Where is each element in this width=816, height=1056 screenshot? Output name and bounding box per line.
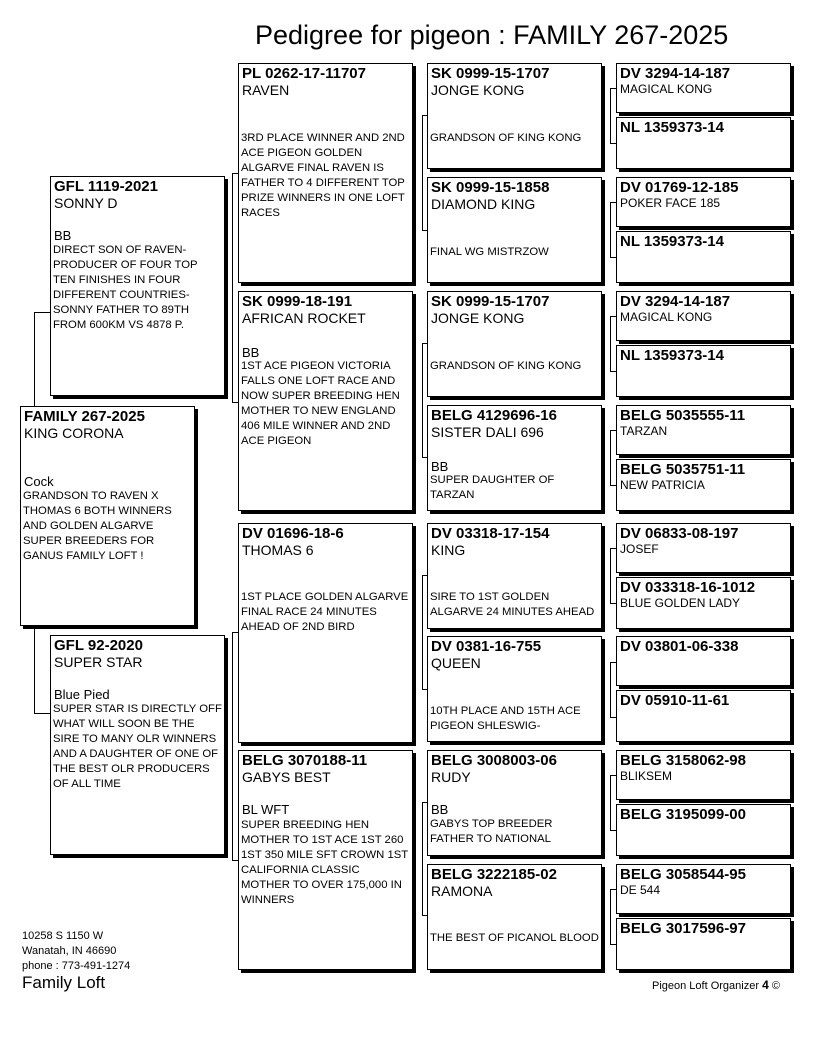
pigeon-name: JONGE KONG bbox=[431, 82, 525, 98]
pigeon-card-gen3 bbox=[427, 291, 602, 397]
ring-number: BELG 3017596-97 bbox=[620, 920, 746, 937]
ring-number: BELG 3070188-11 bbox=[242, 752, 368, 769]
pigeon-name: JOSEF bbox=[620, 542, 659, 556]
pigeon-card-gen4 bbox=[616, 523, 791, 573]
ring-number: SK 0999-18-191 bbox=[242, 293, 353, 310]
ring-number: DV 03801-06-338 bbox=[620, 638, 739, 655]
loft-name: Family Loft bbox=[22, 973, 106, 992]
ring-number: BELG 3222185-02 bbox=[431, 866, 557, 883]
ring-number: BELG 3195099-00 bbox=[620, 806, 746, 823]
ring-number: DV 3294-14-187 bbox=[620, 293, 731, 310]
ring-number: DV 0381-16-755 bbox=[431, 638, 542, 655]
ring-number: PL 0262-17-11707 bbox=[242, 65, 366, 82]
pigeon-card-gen3 bbox=[427, 523, 602, 629]
pigeon-description: SUPER STAR IS DIRECTLY OFF WHAT WILL SOON BE THE SIRE TO MANY OLR WINNERS AND A DAUGHTER OF ONE OF THE BEST OLR PRODUCERS OF ALL TIME bbox=[53, 703, 222, 790]
pigeon-card-gen3 bbox=[427, 405, 602, 511]
pigeon-card-gen3 bbox=[427, 63, 602, 169]
ring-number: NL 1359373-14 bbox=[620, 119, 724, 136]
pigeon-card-gen4 bbox=[616, 804, 791, 856]
pigeon-description: GABYS TOP BREEDER FATHER TO NATIONAL bbox=[430, 818, 553, 845]
pigeon-card-dam-sire bbox=[238, 523, 413, 743]
pigeon-card-gen4 bbox=[616, 345, 791, 397]
pigeon-name: POKER FACE 185 bbox=[620, 196, 721, 210]
pigeon-color: BB bbox=[242, 345, 260, 360]
pigeon-card-dam bbox=[50, 635, 225, 855]
software-version: 4 bbox=[762, 978, 769, 992]
pigeon-name: MAGICAL KONG bbox=[620, 82, 713, 96]
software-credit bbox=[652, 978, 780, 992]
pigeon-card-sire-dam bbox=[238, 291, 413, 511]
phone-number: phone : 773-491-1274 bbox=[22, 960, 131, 972]
pigeon-description: SUPER BREEDING HEN MOTHER TO 1ST ACE 1ST 260 1ST 350 MILE SFT CROWN 1ST CALIFORNIA CLASSIC MOTHER TO OVER 175,000 IN WINNERS bbox=[241, 819, 408, 906]
ring-number: DV 03318-17-154 bbox=[431, 525, 550, 542]
pigeon-name: SISTER DALI 696 bbox=[431, 424, 544, 440]
pigeon-name: THOMAS 6 bbox=[242, 542, 314, 558]
pigeon-card-gen4 bbox=[616, 291, 791, 341]
pigeon-description: THE BEST OF PICANOL BLOOD bbox=[430, 932, 599, 944]
pigeon-card-gen4 bbox=[616, 577, 791, 629]
ring-number: BELG 4129696-16 bbox=[431, 407, 557, 424]
pigeon-card-gen4 bbox=[616, 690, 791, 742]
ring-number: DV 01696-18-6 bbox=[242, 525, 344, 542]
pigeon-name: QUEEN bbox=[431, 655, 481, 671]
loft-address bbox=[22, 929, 130, 974]
address-line: 10258 S 1150 W bbox=[22, 930, 104, 942]
ring-number: DV 05910-11-61 bbox=[620, 692, 730, 709]
pigeon-description: FINAL WG MISTRZOW bbox=[430, 246, 549, 258]
ring-number: FAMILY 267-2025 bbox=[24, 408, 145, 425]
pigeon-color: Blue Pied bbox=[54, 687, 110, 702]
pigeon-name: DIAMOND KING bbox=[431, 196, 536, 212]
ring-number: BELG 3158062-98 bbox=[620, 752, 746, 769]
pigeon-description: GRANDSON TO RAVEN X THOMAS 6 BOTH WINNERS AND GOLDEN ALGARVE SUPER BREEDERS FOR GANUS FAMILY LOFT ! bbox=[23, 490, 172, 562]
ring-number: DV 3294-14-187 bbox=[620, 65, 731, 82]
pigeon-name: AFRICAN ROCKET bbox=[242, 310, 366, 326]
pigeon-color: BL WFT bbox=[242, 802, 290, 817]
pigeon-name: BLIKSEM bbox=[620, 769, 673, 783]
ring-number: GFL 1119-2021 bbox=[54, 178, 158, 195]
software-name: Pigeon Loft Organizer bbox=[652, 980, 760, 992]
ring-number: NL 1359373-14 bbox=[620, 233, 724, 250]
pigeon-description: GRANDSON OF KING KONG bbox=[430, 132, 582, 144]
pigeon-description: 1ST ACE PIGEON VICTORIA FALLS ONE LOFT RACE AND NOW SUPER BREEDING HEN MOTHER TO NEW ENGLAND 406 MILE WINNER AND 2ND ACE PIGEON bbox=[241, 360, 400, 447]
pigeon-card-gen4 bbox=[616, 117, 791, 169]
ring-number: SK 0999-15-1707 bbox=[431, 293, 550, 310]
pigeon-name: TARZAN bbox=[620, 424, 668, 438]
ring-number: DV 01769-12-185 bbox=[620, 179, 739, 196]
pigeon-card-gen3 bbox=[427, 864, 602, 970]
ring-number: GFL 92-2020 bbox=[54, 637, 143, 654]
ring-number: DV 06833-08-197 bbox=[620, 525, 739, 542]
pigeon-card-dam-dam bbox=[238, 750, 413, 970]
pigeon-description: GRANDSON OF KING KONG bbox=[430, 360, 582, 372]
pigeon-name: GABYS BEST bbox=[242, 769, 331, 785]
pigeon-description: SUPER DAUGHTER OF TARZAN bbox=[430, 474, 555, 501]
pigeon-card-sire bbox=[50, 176, 225, 396]
pigeon-card-gen3 bbox=[427, 636, 602, 742]
pigeon-description: 3RD PLACE WINNER AND 2ND ACE PIGEON GOLDEN ALGARVE FINAL RAVEN IS FATHER TO 4 DIFFERENT TOP PRIZE WINNERS IN ONE LOFT RACES bbox=[241, 132, 405, 219]
pigeon-color: BB bbox=[54, 228, 72, 243]
ring-number: NL 1359373-14 bbox=[620, 347, 724, 364]
ring-number: BELG 5035555-11 bbox=[620, 407, 746, 424]
pigeon-card-subject bbox=[20, 406, 195, 626]
pigeon-description: 10TH PLACE AND 15TH ACE PIGEON SHLESWIG- bbox=[430, 705, 581, 732]
pigeon-color: BB bbox=[431, 459, 449, 474]
pigeon-name: KING CORONA bbox=[24, 425, 124, 441]
pigeon-card-gen4 bbox=[616, 231, 791, 283]
pigeon-description: DIRECT SON OF RAVEN- PRODUCER OF FOUR TOP TEN FINISHES IN FOUR DIFFERENT COUNTRIES- SONNY FATHER TO 89TH FROM 600KM VS 4878 P. bbox=[53, 244, 198, 331]
pigeon-description: 1ST PLACE GOLDEN ALGARVE FINAL RACE 24 MINUTES AHEAD OF 2ND BIRD bbox=[241, 591, 409, 633]
pigeon-color: BB bbox=[431, 802, 449, 817]
ring-number: SK 0999-15-1858 bbox=[431, 179, 550, 196]
page-title: Pedigree for pigeon : FAMILY 267-2025 bbox=[255, 20, 729, 50]
pigeon-card-gen4 bbox=[616, 918, 791, 970]
pigeon-card-gen4 bbox=[616, 177, 791, 227]
ring-number: DV 033318-16-1012 bbox=[620, 579, 756, 596]
pigeon-card-gen4 bbox=[616, 63, 791, 113]
pigeon-card-gen3 bbox=[427, 750, 602, 856]
pigeon-name: MAGICAL KONG bbox=[620, 310, 713, 324]
pigeon-name: JONGE KONG bbox=[431, 310, 525, 326]
pigeon-name: DE 544 bbox=[620, 883, 661, 897]
pigeon-card-sire-sire bbox=[238, 63, 413, 283]
pigeon-card-gen3 bbox=[427, 177, 602, 283]
ring-number: BELG 5035751-11 bbox=[620, 461, 746, 478]
pigeon-card-gen4 bbox=[616, 864, 791, 914]
pigeon-color: Cock bbox=[24, 474, 54, 489]
copyright-symbol: © bbox=[771, 980, 780, 992]
pigeon-name: RAVEN bbox=[242, 82, 290, 98]
pigeon-card-gen4 bbox=[616, 459, 791, 511]
pigeon-name: SUPER STAR bbox=[54, 654, 143, 670]
ring-number: SK 0999-15-1707 bbox=[431, 65, 550, 82]
pigeon-name: KING bbox=[431, 542, 466, 558]
address-city: Wanatah, IN 46690 bbox=[22, 945, 117, 957]
pigeon-description: SIRE TO 1ST GOLDEN ALGARVE 24 MINUTES AHEAD bbox=[430, 591, 595, 618]
ring-number: BELG 3058544-95 bbox=[620, 866, 746, 883]
ring-number: BELG 3008003-06 bbox=[431, 752, 557, 769]
pigeon-name: SONNY D bbox=[54, 195, 118, 211]
pigeon-name: RAMONA bbox=[431, 883, 493, 899]
pigeon-name: BLUE GOLDEN LADY bbox=[620, 596, 741, 610]
pigeon-card-gen4 bbox=[616, 750, 791, 800]
pigeon-card-gen4 bbox=[616, 636, 791, 686]
pigeon-name: NEW PATRICIA bbox=[620, 478, 705, 492]
pigeon-name: RUDY bbox=[431, 769, 471, 785]
pigeon-card-gen4 bbox=[616, 405, 791, 455]
